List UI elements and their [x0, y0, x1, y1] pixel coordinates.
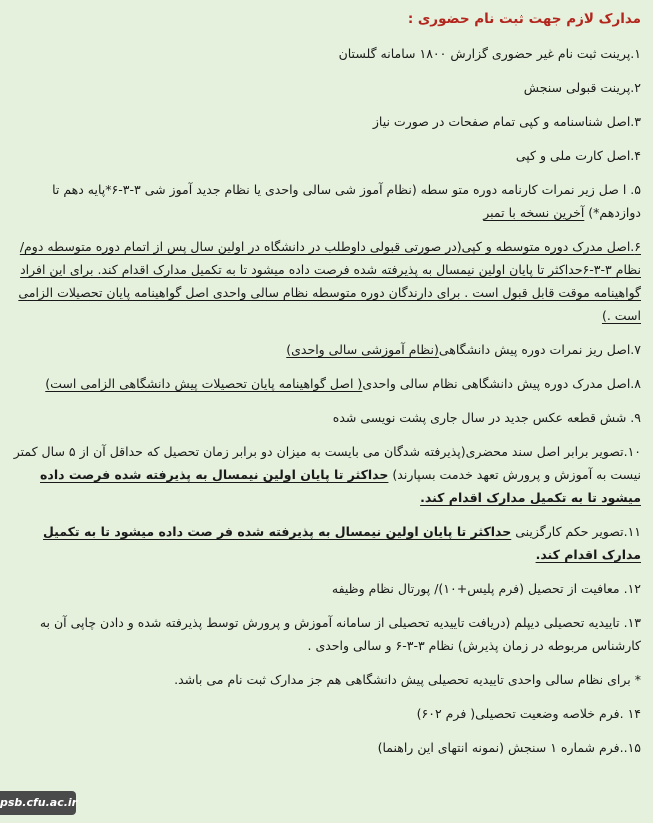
- list-item-11-text: ۱۱.تصویر حکم کارگزینی: [515, 524, 641, 539]
- list-item-11: [10, 520, 641, 566]
- list-item-2: ۲.پرینت قبولی سنجش: [523, 80, 641, 95]
- list-item-10: [10, 440, 641, 509]
- list-item-4: ۴.اصل کارت ملی و کپی: [515, 148, 641, 163]
- list-item-5-underlined: آخرین نسخه با تمبر: [483, 205, 585, 220]
- list-item-1: ۱.پرینت ثبت نام غیر حضوری گزارش ۱۸۰۰ سامانه گلستان: [338, 46, 641, 61]
- list-item-13: ۱۳. تاییدیه تحصیلی دیپلم (دریافت تاییدیه تحصیلی از سامانه آموزش و پرورش توسط پذیرفته شده و دادن چاپی آن به کارشناس مربوطه در زمان پذیرش) نظام ۳-۳-۶ و سالی واحدی .: [39, 615, 641, 653]
- list-item-9: ۹. شش قطعه عکس جدید در سال جاری پشت نویسی شده: [332, 410, 641, 425]
- list-item-10-bold: حداکثر تا پایان اولین نیمسال به پذیرفته شده فرصت داده میشود تا به تکمیل مدارک اقدام کند.: [40, 467, 641, 505]
- list-item-7-underlined: (نظام آموزشی سالی واحدی): [286, 342, 439, 357]
- list-item-8-text: ۸.اصل مدرک دوره پیش دانشگاهی نظام سالی واحدی: [362, 376, 641, 391]
- list-item-3: ۳.اصل شناسنامه و کپی تمام صفحات در صورت نیاز: [372, 114, 641, 129]
- list-item-11-bold: حداکثر تا پایان اولین نیمسال به پذیرفته شده فر صت داده میشود تا به تکمیل مدارک اقدام کند.: [43, 524, 641, 562]
- page-title: مدارک لازم جهت ثبت نام حضوری :: [407, 11, 641, 27]
- site-watermark: psb.cfu.ac.ir: [0, 791, 76, 815]
- list-item-12: ۱۲. معافیت از تحصیل (فرم پلیس+۱۰)/ پورتال نظام وظیفه: [331, 581, 641, 596]
- list-item-8-underlined: ( اصل گواهینامه پایان تحصیلات پیش دانشگاهی الزامی است): [45, 376, 363, 391]
- list-item-8: [10, 372, 641, 395]
- list-item-5: [10, 178, 641, 224]
- list-item-7-text: ۷.اصل ریز نمرات دوره پیش دانشگاهی: [438, 342, 641, 357]
- list-item-10-text: ۱۰.تصویر برابر اصل سند محضری(پذیرفته شدگان می بایست به میزان دو برابر زمان تحصیل که حداقل آن از ۵ سال کمتر نیست به آموزش و پرورش تعهد خدمت بسپارند): [13, 444, 641, 482]
- list-item-7: [10, 338, 641, 361]
- list-item-6: ۶.اصل مدرک دوره متوسطه و کپی(در صورتی قبولی داوطلب در دانشگاه در اولین سال پس از اتمام دوره متوسطه دوم/ نظام ۳-۳-۶حداکثر تا پایان اولین نیمسال به پذیرفته شده فرصت داده میشود تا به تکمیل مدارک اقدام کند. برای این افراد گواهینامه موقت قابل قبول است . برای دارندگان دوره متوسطه نظام سالی واحدی اصل گواهینامه پایان تحصیلات الزامی است .): [18, 239, 641, 323]
- note-text: * برای نظام سالی واحدی تاییدیه تحصیلی پیش دانشگاهی هم جز مدارک ثبت نام می باشد.: [174, 672, 641, 687]
- list-item-5-text: ۵. ا صل زیر نمرات کارنامه دوره متو سطه (نظام آموز شی سالی واحدی یا نظام جدید آموز شی ۳-۳-۶*پایه دهم تا دوازدهم*): [52, 182, 641, 220]
- list-item-15: ۱۵..فرم شماره ۱ سنجش (نمونه انتهای این راهنما): [377, 740, 641, 755]
- document-content: [10, 8, 641, 770]
- list-item-14: ۱۴ .فرم خلاصه وضعیت تحصیلی( فرم ۶۰۲): [416, 706, 641, 721]
